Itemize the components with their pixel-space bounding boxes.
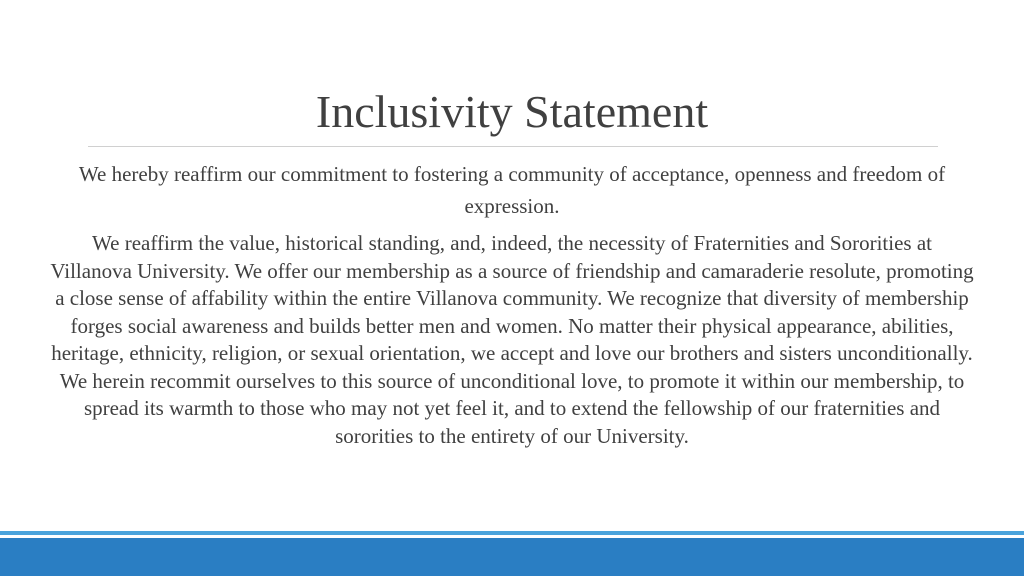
body-paragraph: We reaffirm the value, historical standing, and, indeed, the necessity of Fraternities and Sororities at Villanova University. We offer our membership as a source of friendship and camaraderie resolute, promoting a close sense of affability within the entire Villanova community. We recognize that diversity of membership forges social awareness and builds better men and women. No matter their physical appearance, abilities, heritage, ethnicity, religion, or sexual orientation, we accept and love our brothers and sisters unconditionally. We herein recommit ourselves to this source of unconditional love, to promote it within our membership, to spread its warmth to those who may not yet feel it, and to extend the fellowship of our fraternities and sororities to the entirety of our University. (50, 231, 974, 448)
slide-title: Inclusivity Statement (315, 86, 709, 137)
body-paragraph: We hereby reaffirm our commitment to fostering a community of acceptance, openness and freedom of expression. (78, 162, 946, 218)
footer-bar (0, 538, 1024, 576)
footer-accent-line (0, 531, 1024, 535)
title-divider (88, 146, 938, 147)
slide-body (50, 158, 974, 450)
